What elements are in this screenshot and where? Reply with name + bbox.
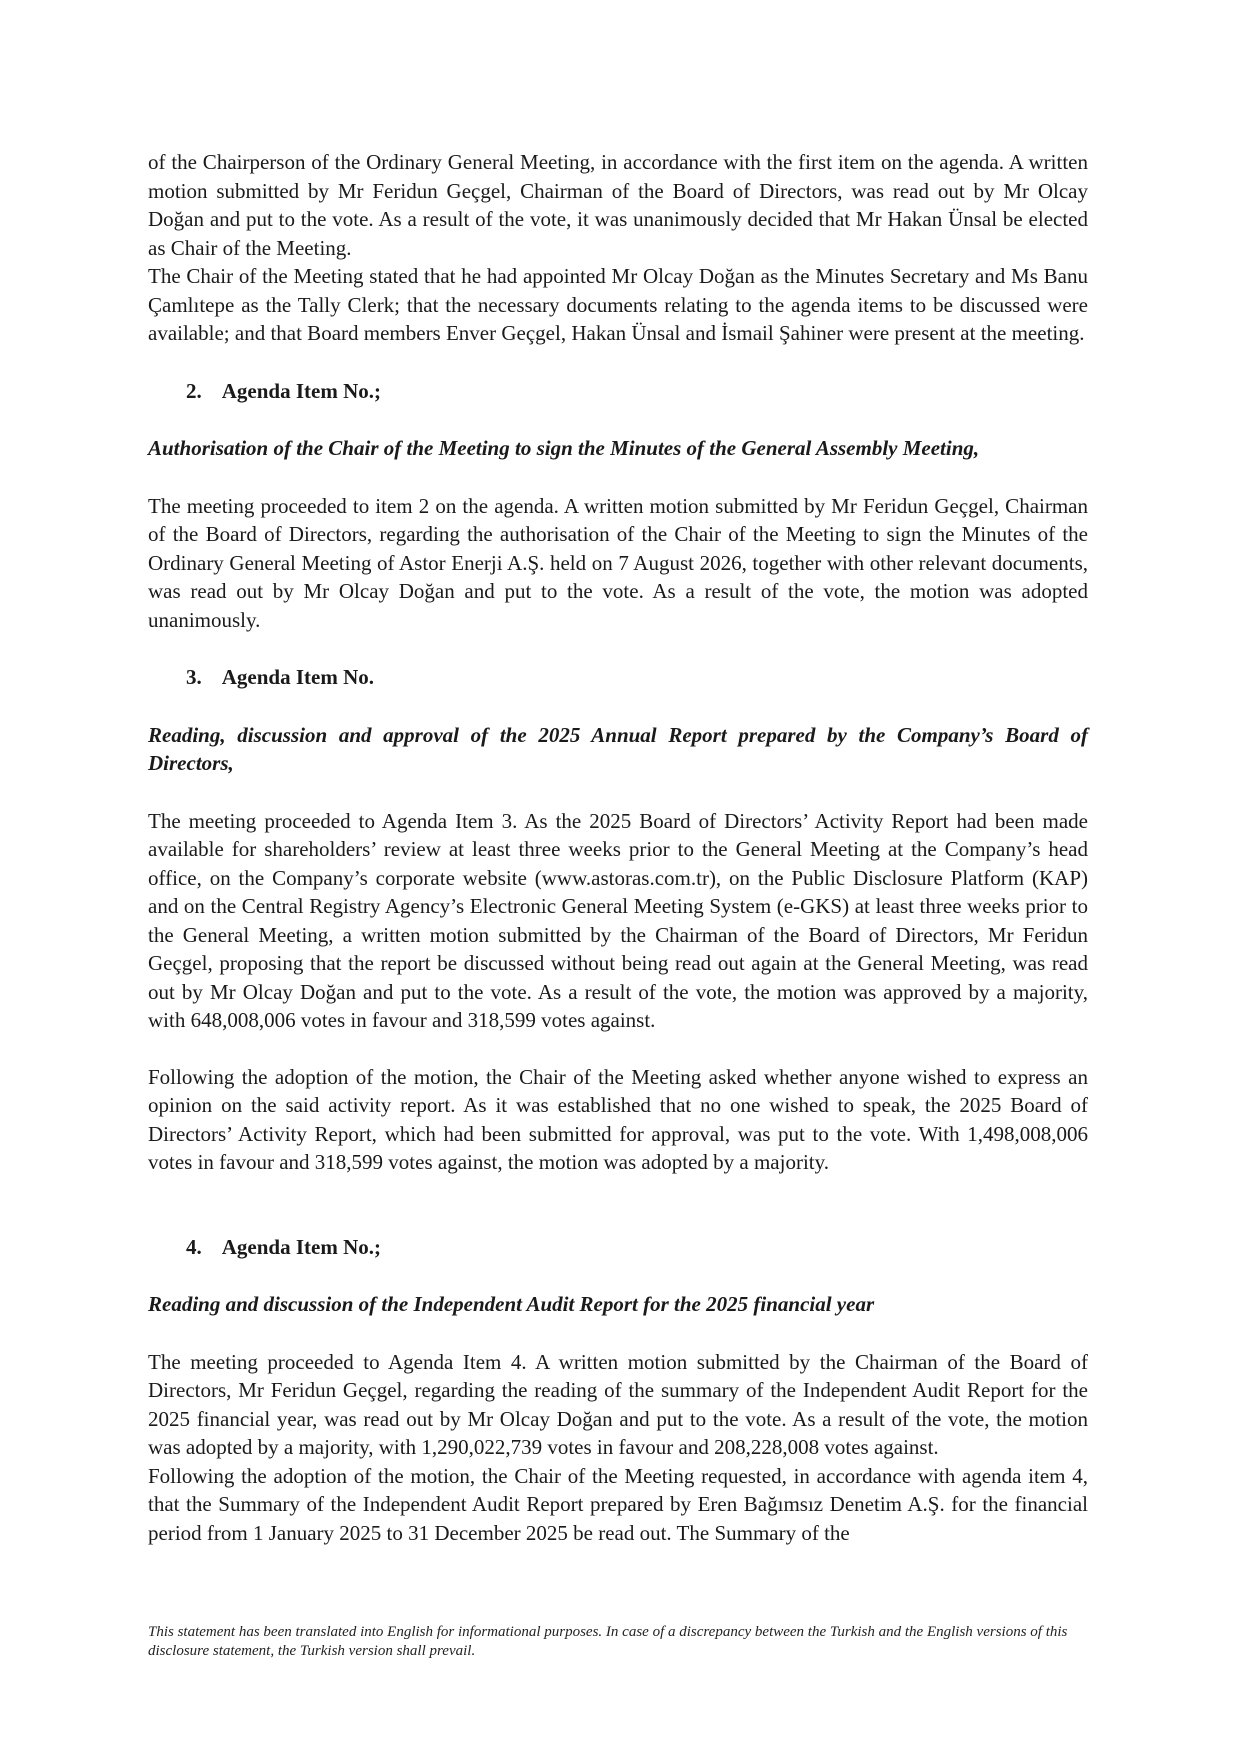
agenda-item-label: Agenda Item No.: [221, 665, 374, 689]
translation-disclaimer: This statement has been translated into English for informational purposes. In case of a discrepancy between the Turkish and the English versions of this disclosure statement, the Turkish version shall prevail.: [148, 1624, 1068, 1659]
intro-paragraph-1: of the Chairperson of the Ordinary General Meeting, in accordance with the first item on the agenda. A written motion submitted by Mr Feridun Geçgel, Chairman of the Board of Directors, was read out by Mr Olcay Doğan and put to the vote. As a result of the vote, it was unanimously decided that Mr Hakan Ünsal be elected as Chair of the Meeting.: [148, 150, 1088, 260]
agenda-item-2-heading: [186, 377, 1088, 406]
agenda-item-3-heading: [186, 663, 1088, 692]
agenda-item-3-paragraph-2: Following the adoption of the motion, the Chair of the Meeting asked whether anyone wished to express an opinion on the said activity report. As it was established that no one wished to speak, the 2025 Board of Directors’ Activity Report, which had been submitted for approval, was put to the vote. With 1,498,008,006 votes in favour and 318,599 votes against, the motion was adopted by a majority.: [148, 1064, 1088, 1174]
agenda-item-number: 2.: [186, 378, 202, 403]
agenda-item-2-title: Authorisation of the Chair of the Meeting to sign the Minutes of the General Assembly Meeting,: [148, 436, 980, 460]
agenda-item-3-title: Reading, discussion and approval of the 2025 Annual Report prepared by the Company’s Board of Directors,: [148, 722, 1088, 775]
agenda-item-number: 4.: [186, 1234, 202, 1259]
agenda-item-4-heading: [186, 1233, 1088, 1262]
agenda-item-4-paragraph-1: The meeting proceeded to Agenda Item 4. A written motion submitted by the Chairman of the Board of Directors, Mr Feridun Geçgel, regarding the reading of the summary of the Independent Audit Report for the 2025 financial year, was read out by Mr Olcay Doğan and put to the vote. As a result of the vote, the motion was adopted by a majority, with 1,290,022,739 votes in favour and 208,228,008 votes against.: [148, 1349, 1088, 1459]
agenda-item-4-title: Reading and discussion of the Independent Audit Report for the 2025 financial year: [148, 1292, 875, 1316]
agenda-item-4-paragraph-2: Following the adoption of the motion, the Chair of the Meeting requested, in accordance with agenda item 4, that the Summary of the Independent Audit Report prepared by Eren Bağımsız Denetim A.Ş. for the financial period from 1 January 2025 to 31 December 2025 be read out. The Summary of the: [148, 1463, 1088, 1545]
agenda-item-3-paragraph-1: The meeting proceeded to Agenda Item 3. As the 2025 Board of Directors’ Activity Report had been made available for shareholders’ review at least three weeks prior to the General Meeting at the Company’s head office, on the Company’s corporate website (www.astoras.com.tr), on the Public Disclosure Platform (KAP) and on the Central Registry Agency’s Electronic General Meeting System (e-GKS) at least three weeks prior to the General Meeting, a written motion submitted by the Chairman of the Board of Directors, Mr Feridun Geçgel, proposing that the report be discussed without being read out again at the General Meeting, was read out by Mr Olcay Doğan and put to the vote. As a result of the vote, the motion was approved by a majority, with 648,008,006 votes in favour and 318,599 votes against.: [148, 808, 1088, 1032]
document-body: [148, 148, 1088, 1547]
section-spacer: [148, 1177, 1088, 1233]
agenda-item-label: Agenda Item No.;: [221, 1234, 381, 1259]
intro-paragraph-2: The Chair of the Meeting stated that he had appointed Mr Olcay Doğan as the Minutes Secretary and Ms Banu Çamlıtepe as the Tally Clerk; that the necessary documents relating to the agenda items to be discussed were available; and that Board members Enver Geçgel, Hakan Ünsal and İsmail Şahiner were present at the meeting.: [148, 264, 1088, 345]
agenda-item-label: Agenda Item No.;: [221, 378, 381, 403]
paragraph-spacer: [148, 1035, 1088, 1063]
agenda-item-2-paragraph: The meeting proceeded to item 2 on the agenda. A written motion submitted by Mr Feridun Geçgel, Chairman of the Board of Directors, regarding the authorisation of the Chair of the Meeting to sign the Minutes of the Ordinary General Meeting of Astor Enerji A.Ş. held on 7 August 2026, together with other relevant documents, was read out by Mr Olcay Doğan and put to the vote. As a result of the vote, the motion was adopted unanimously.: [148, 493, 1088, 632]
agenda-item-number: 3.: [186, 665, 202, 689]
